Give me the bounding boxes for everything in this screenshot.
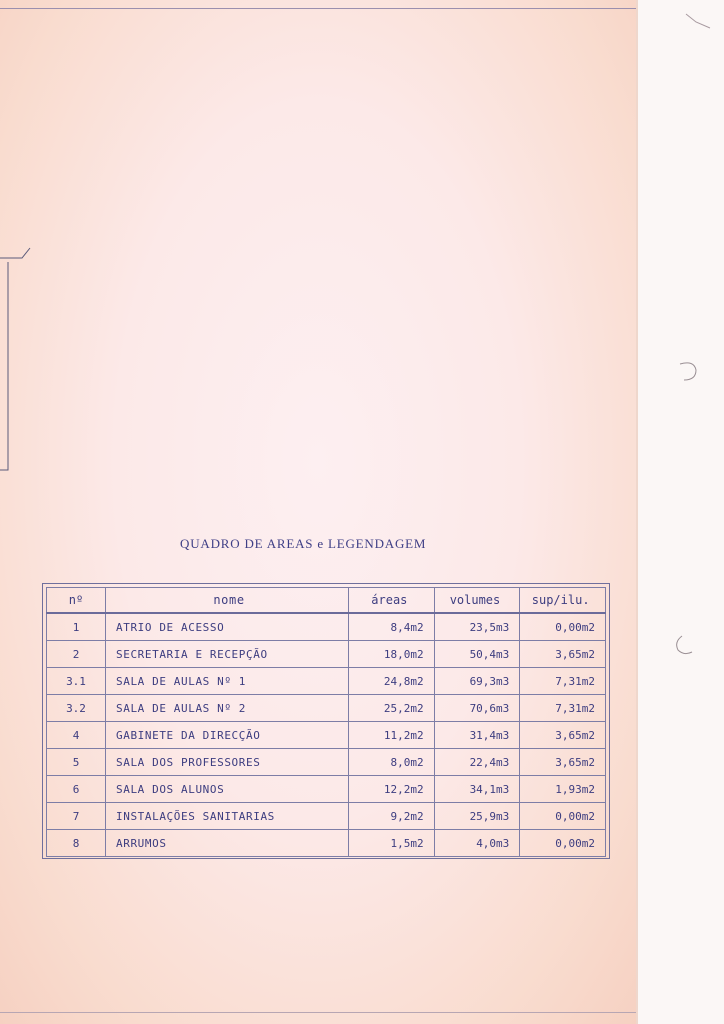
cell-volume: 4,0m3 [434, 830, 520, 857]
cell-volume: 22,4m3 [434, 749, 520, 776]
cell-sup: 7,31m2 [520, 695, 606, 722]
cell-area: 18,0m2 [349, 641, 435, 668]
cell-no: 4 [47, 722, 106, 749]
table-row [47, 722, 606, 749]
cell-sup: 7,31m2 [520, 668, 606, 695]
cell-area: 8,4m2 [349, 613, 435, 641]
cell-volume: 34,1m3 [434, 776, 520, 803]
cell-nome: SALA DOS PROFESSORES [106, 749, 349, 776]
table-title: QUADRO DE AREAS e LEGENDAGEM [180, 536, 427, 551]
cell-nome: SECRETARIA E RECEPÇÃO [106, 641, 349, 668]
cell-no: 6 [47, 776, 106, 803]
cell-nome: ARRUMOS [106, 830, 349, 857]
table-row [47, 695, 606, 722]
cell-area: 11,2m2 [349, 722, 435, 749]
punch-hole-mark [676, 358, 702, 384]
cell-area: 1,5m2 [349, 830, 435, 857]
paper-edge [636, 0, 638, 1024]
cell-sup: 3,65m2 [520, 749, 606, 776]
corner-scratch-mark [684, 12, 714, 32]
cell-nome: GABINETE DA DIRECÇÃO [106, 722, 349, 749]
table-row [47, 613, 606, 641]
cell-sup: 0,00m2 [520, 613, 606, 641]
cell-no: 3.1 [47, 668, 106, 695]
cell-volume: 23,5m3 [434, 613, 520, 641]
cell-sup: 0,00m2 [520, 830, 606, 857]
top-border-line [0, 8, 636, 9]
header-volumes: volumes [434, 588, 520, 614]
table-row [47, 803, 606, 830]
cell-nome: INSTALAÇÕES SANITARIAS [106, 803, 349, 830]
cell-volume: 25,9m3 [434, 803, 520, 830]
cell-nome: SALA DE AULAS Nº 1 [106, 668, 349, 695]
cell-no: 2 [47, 641, 106, 668]
cell-nome: ATRIO DE ACESSO [106, 613, 349, 641]
cell-volume: 31,4m3 [434, 722, 520, 749]
cell-nome: SALA DE AULAS Nº 2 [106, 695, 349, 722]
header-nome: nome [106, 588, 349, 614]
cell-volume: 50,4m3 [434, 641, 520, 668]
table-row [47, 776, 606, 803]
cell-area: 25,2m2 [349, 695, 435, 722]
cell-sup: 1,93m2 [520, 776, 606, 803]
table-row [47, 749, 606, 776]
header-no: nº [47, 588, 106, 614]
cell-sup: 3,65m2 [520, 722, 606, 749]
cell-no: 8 [47, 830, 106, 857]
cell-sup: 3,65m2 [520, 641, 606, 668]
table-row [47, 641, 606, 668]
cell-no: 7 [47, 803, 106, 830]
areas-table [46, 587, 606, 857]
cell-area: 8,0m2 [349, 749, 435, 776]
cell-nome: SALA DOS ALUNOS [106, 776, 349, 803]
cell-area: 12,2m2 [349, 776, 435, 803]
table-row [47, 830, 606, 857]
bottom-border-line [0, 1012, 636, 1013]
cell-sup: 0,00m2 [520, 803, 606, 830]
cell-area: 9,2m2 [349, 803, 435, 830]
header-sup: sup/ilu. [520, 588, 606, 614]
cell-no: 1 [47, 613, 106, 641]
punch-hole-mark [672, 632, 698, 658]
cell-volume: 70,6m3 [434, 695, 520, 722]
areas-table-frame [42, 583, 610, 859]
header-areas: áreas [349, 588, 435, 614]
drawing-fragment-mark [0, 244, 34, 474]
cell-no: 5 [47, 749, 106, 776]
table-row [47, 668, 606, 695]
cell-area: 24,8m2 [349, 668, 435, 695]
table-header-row [47, 588, 606, 614]
cell-volume: 69,3m3 [434, 668, 520, 695]
cell-no: 3.2 [47, 695, 106, 722]
